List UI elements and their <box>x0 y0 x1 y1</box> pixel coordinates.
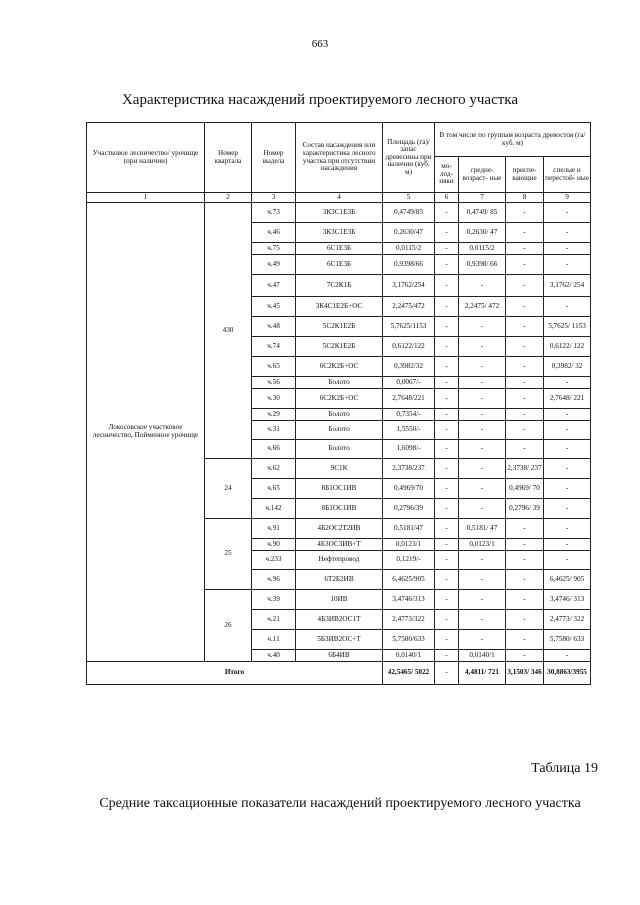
composition-cell: 6С1Е3Б <box>296 243 383 255</box>
column-number: 8 <box>506 193 544 203</box>
total-middle: 4,4811/ 721 <box>459 662 506 685</box>
middle-cell: - <box>459 275 506 297</box>
column-number: 7 <box>459 193 506 203</box>
area-cell: 0,0067/- <box>383 377 435 389</box>
quarter-cell: 24 <box>205 459 252 519</box>
composition-cell: 6Т2Б2ИВ <box>296 570 383 590</box>
plot-cell: ч.48 <box>252 317 296 337</box>
plot-cell: ч.233 <box>252 551 296 570</box>
young-cell: - <box>435 479 459 499</box>
area-cell: 0,9398/66 <box>383 255 435 275</box>
mature-cell: - <box>544 255 591 275</box>
stands-table <box>86 122 591 685</box>
young-cell: - <box>435 440 459 459</box>
middle-cell: - <box>459 479 506 499</box>
mature-cell: - <box>544 243 591 255</box>
header-mature: спелые и перестой- ные <box>544 157 591 193</box>
mature-cell: - <box>544 459 591 479</box>
composition-cell: 3К3С1Е3Б <box>296 223 383 243</box>
plot-cell: ч.21 <box>252 610 296 630</box>
composition-cell: 6С2К2Б+ОС <box>296 357 383 377</box>
ripening-cell: - <box>506 421 544 440</box>
area-cell: 0,2630/47 <box>383 223 435 243</box>
plot-cell: ч.11 <box>252 630 296 650</box>
column-number: 3 <box>252 193 296 203</box>
young-cell: - <box>435 459 459 479</box>
young-cell: - <box>435 409 459 421</box>
area-cell: 2,4773/322 <box>383 610 435 630</box>
mature-cell: - <box>544 203 591 223</box>
ripening-cell: - <box>506 337 544 357</box>
area-cell: 6,4625/905 <box>383 570 435 590</box>
composition-cell: 5С2К1Е2Б <box>296 317 383 337</box>
quarter-cell: 26 <box>205 590 252 662</box>
middle-cell: 2,2475/ 472 <box>459 297 506 317</box>
plot-cell: ч.56 <box>252 377 296 389</box>
area-cell: 0,4749/85 <box>383 203 435 223</box>
plot-cell: ч.75 <box>252 243 296 255</box>
mature-cell: - <box>544 499 591 519</box>
ripening-cell: - <box>506 255 544 275</box>
mature-cell: 0,6122/ 122 <box>544 337 591 357</box>
ripening-cell: - <box>506 223 544 243</box>
mature-cell: - <box>544 539 591 551</box>
column-number: 4 <box>296 193 383 203</box>
mature-cell: - <box>544 409 591 421</box>
area-cell: 0,4969/70 <box>383 479 435 499</box>
ripening-cell: - <box>506 357 544 377</box>
middle-cell: - <box>459 337 506 357</box>
composition-cell: Болото <box>296 440 383 459</box>
young-cell: - <box>435 630 459 650</box>
mature-cell: 5,7625/ 1153 <box>544 317 591 337</box>
quarter-cell: 25 <box>205 519 252 590</box>
ripening-cell: - <box>506 317 544 337</box>
total-young: - <box>435 662 459 685</box>
total-row <box>87 662 591 685</box>
middle-cell: 0,5181/ 47 <box>459 519 506 539</box>
area-cell: 2,7648/221 <box>383 389 435 409</box>
area-cell: 0,0123/1 <box>383 539 435 551</box>
ripening-cell: - <box>506 243 544 255</box>
mature-cell: 6,4625/ 905 <box>544 570 591 590</box>
area-cell: 0,0115/2 <box>383 243 435 255</box>
plot-cell: ч.74 <box>252 337 296 357</box>
plot-cell: ч.91 <box>252 519 296 539</box>
mature-cell: - <box>544 479 591 499</box>
middle-cell: - <box>459 551 506 570</box>
middle-cell: - <box>459 459 506 479</box>
plot-cell: ч.65 <box>252 357 296 377</box>
ripening-cell: - <box>506 539 544 551</box>
plot-cell: ч.46 <box>252 223 296 243</box>
ripening-cell: - <box>506 519 544 539</box>
young-cell: - <box>435 337 459 357</box>
young-cell: - <box>435 499 459 519</box>
section-title: Средние таксационные показатели насаждений проектируемого лесного участка <box>99 796 581 811</box>
plot-cell: ч.31 <box>252 421 296 440</box>
mature-cell: - <box>544 223 591 243</box>
column-number: 5 <box>383 193 435 203</box>
column-number: 6 <box>435 193 459 203</box>
total-ripening: 3,1503/ 346 <box>506 662 544 685</box>
ripening-cell: - <box>506 389 544 409</box>
header-forestry: Участковое лесничество/ урочище (при наличии) <box>87 123 205 193</box>
plot-cell: ч.90 <box>252 539 296 551</box>
young-cell: - <box>435 203 459 223</box>
area-cell: 2,3738/237 <box>383 459 435 479</box>
plot-cell: ч.73 <box>252 203 296 223</box>
area-cell: 5,7625/1153 <box>383 317 435 337</box>
composition-cell: 6С2К2Б+ОС <box>296 389 383 409</box>
middle-cell: - <box>459 409 506 421</box>
young-cell: - <box>435 377 459 389</box>
area-cell: 0,3982/32 <box>383 357 435 377</box>
table-caption: Таблица 19 <box>531 761 598 776</box>
area-cell: 0,7354/- <box>383 409 435 421</box>
young-cell: - <box>435 389 459 409</box>
ripening-cell: 0,4969/ 70 <box>506 479 544 499</box>
plot-cell: ч.29 <box>252 409 296 421</box>
composition-cell: 8Б1ОС1ИВ <box>296 479 383 499</box>
young-cell: - <box>435 590 459 610</box>
column-number: 9 <box>544 193 591 203</box>
young-cell: - <box>435 570 459 590</box>
plot-cell: ч.142 <box>252 499 296 519</box>
middle-cell: - <box>459 630 506 650</box>
young-cell: - <box>435 357 459 377</box>
composition-cell: 8Б1ОС1ИВ <box>296 499 383 519</box>
area-cell: 0,2796/39 <box>383 499 435 519</box>
header-plot: Номер выдела <box>252 123 296 193</box>
composition-cell: Болото <box>296 421 383 440</box>
plot-cell: ч.45 <box>252 297 296 317</box>
middle-cell: 0,0115/2 <box>459 243 506 255</box>
young-cell: - <box>435 297 459 317</box>
forestry-cell: Локосовское участковое лесничество, Пойменное урочище <box>87 203 205 662</box>
composition-cell: Болото <box>296 377 383 389</box>
header-composition: Состав насаждения или характеристика лесного участка при отсутствии насаждения <box>296 123 383 193</box>
composition-cell: 4Б3ИВ2ОС1Т <box>296 610 383 630</box>
young-cell: - <box>435 317 459 337</box>
ripening-cell: - <box>506 570 544 590</box>
middle-cell: - <box>459 499 506 519</box>
mature-cell: 5,7580/ 633 <box>544 630 591 650</box>
ripening-cell: 0,2796/ 39 <box>506 499 544 519</box>
middle-cell: - <box>459 570 506 590</box>
plot-cell: ч.66 <box>252 440 296 459</box>
page-number: 663 <box>311 38 329 50</box>
composition-cell: Нефтепровод <box>296 551 383 570</box>
ripening-cell: - <box>506 590 544 610</box>
composition-cell: 4Б2ОС2Т2ИВ <box>296 519 383 539</box>
mature-cell: - <box>544 377 591 389</box>
middle-cell: 0,2630/ 47 <box>459 223 506 243</box>
column-number: 2 <box>205 193 252 203</box>
composition-cell: 3К4С1Е2Б+ОС <box>296 297 383 317</box>
header-age-groups: В том числе по группам возраста древостоя (га/куб. м) <box>435 123 591 157</box>
column-number: 1 <box>87 193 205 203</box>
header-area: Площадь (га)/запас древесины при наличии (куб. м) <box>383 123 435 193</box>
middle-cell: 0,4749/ 85 <box>459 203 506 223</box>
young-cell: - <box>435 610 459 630</box>
young-cell: - <box>435 421 459 440</box>
mature-cell: 0,3982/ 32 <box>544 357 591 377</box>
ripening-cell: - <box>506 551 544 570</box>
area-cell: 0,5181/47 <box>383 519 435 539</box>
plot-cell: ч.96 <box>252 570 296 590</box>
page-title: Характеристика насаждений проектируемого лесного участка <box>121 92 519 108</box>
middle-cell: - <box>459 440 506 459</box>
header-quarter: Номер квартала <box>205 123 252 193</box>
mature-cell: - <box>544 421 591 440</box>
mature-cell: - <box>544 650 591 662</box>
composition-cell: 5Б3ИВ2ОС+Т <box>296 630 383 650</box>
plot-cell: ч.62 <box>252 459 296 479</box>
plot-cell: ч.49 <box>252 255 296 275</box>
mature-cell: - <box>544 519 591 539</box>
composition-cell: 5С2К1Е2Б <box>296 337 383 357</box>
header-middle-aged: средне- возраст- ные <box>459 157 506 193</box>
plot-cell: ч.30 <box>252 389 296 409</box>
area-cell: 2,2475/472 <box>383 297 435 317</box>
mature-cell: 3,4746/ 313 <box>544 590 591 610</box>
area-cell: 5,7580/633 <box>383 630 435 650</box>
middle-cell: 0,0140/1 <box>459 650 506 662</box>
composition-cell: 7С2К1Б <box>296 275 383 297</box>
ripening-cell: - <box>506 297 544 317</box>
header-young: мо- лод- няки <box>435 157 459 193</box>
young-cell: - <box>435 223 459 243</box>
area-cell: 1,6098/- <box>383 440 435 459</box>
plot-cell: ч.40 <box>252 650 296 662</box>
area-cell: 0,1219/- <box>383 551 435 570</box>
middle-cell: - <box>459 610 506 630</box>
composition-cell: 6С1Е3Б <box>296 255 383 275</box>
young-cell: - <box>435 243 459 255</box>
middle-cell: - <box>459 317 506 337</box>
mature-cell: 2,7648/ 221 <box>544 389 591 409</box>
composition-cell: 6Б4ИВ <box>296 650 383 662</box>
mature-cell: - <box>544 297 591 317</box>
composition-cell: 3К3С1Е3Б <box>296 203 383 223</box>
ripening-cell: 2,3738/ 237 <box>506 459 544 479</box>
area-cell: 0,0140/1 <box>383 650 435 662</box>
composition-cell: 4Б3ОС3ИВ+Т <box>296 539 383 551</box>
ripening-cell: - <box>506 203 544 223</box>
header-ripening: приспе- вающие <box>506 157 544 193</box>
middle-cell: - <box>459 377 506 389</box>
plot-cell: ч.47 <box>252 275 296 297</box>
young-cell: - <box>435 551 459 570</box>
ripening-cell: - <box>506 650 544 662</box>
young-cell: - <box>435 519 459 539</box>
plot-cell: ч.65 <box>252 479 296 499</box>
mature-cell: 2,4773/ 322 <box>544 610 591 630</box>
middle-cell: - <box>459 357 506 377</box>
area-cell: 1,5550/- <box>383 421 435 440</box>
young-cell: - <box>435 539 459 551</box>
composition-cell: 10ИВ <box>296 590 383 610</box>
mature-cell: - <box>544 440 591 459</box>
mature-cell: 3,1762/ 254 <box>544 275 591 297</box>
area-cell: 3,1762/254 <box>383 275 435 297</box>
middle-cell: - <box>459 389 506 409</box>
middle-cell: 0,9398/ 66 <box>459 255 506 275</box>
total-area: 42,5465/ 5022 <box>383 662 435 685</box>
table-row <box>87 203 591 223</box>
composition-cell: 9С1К <box>296 459 383 479</box>
ripening-cell: - <box>506 440 544 459</box>
young-cell: - <box>435 255 459 275</box>
middle-cell: - <box>459 590 506 610</box>
ripening-cell: - <box>506 275 544 297</box>
young-cell: - <box>435 275 459 297</box>
young-cell: - <box>435 650 459 662</box>
total-label: Итого <box>87 662 383 685</box>
ripening-cell: - <box>506 377 544 389</box>
composition-cell: Болото <box>296 409 383 421</box>
area-cell: 0,6122/122 <box>383 337 435 357</box>
area-cell: 3,4746/313 <box>383 590 435 610</box>
ripening-cell: - <box>506 409 544 421</box>
mature-cell: - <box>544 551 591 570</box>
middle-cell: - <box>459 421 506 440</box>
plot-cell: ч.39 <box>252 590 296 610</box>
ripening-cell: - <box>506 610 544 630</box>
middle-cell: 0,0123/1 <box>459 539 506 551</box>
total-mature: 30,8863/3955 <box>544 662 591 685</box>
quarter-cell: 430 <box>205 203 252 459</box>
ripening-cell: - <box>506 630 544 650</box>
